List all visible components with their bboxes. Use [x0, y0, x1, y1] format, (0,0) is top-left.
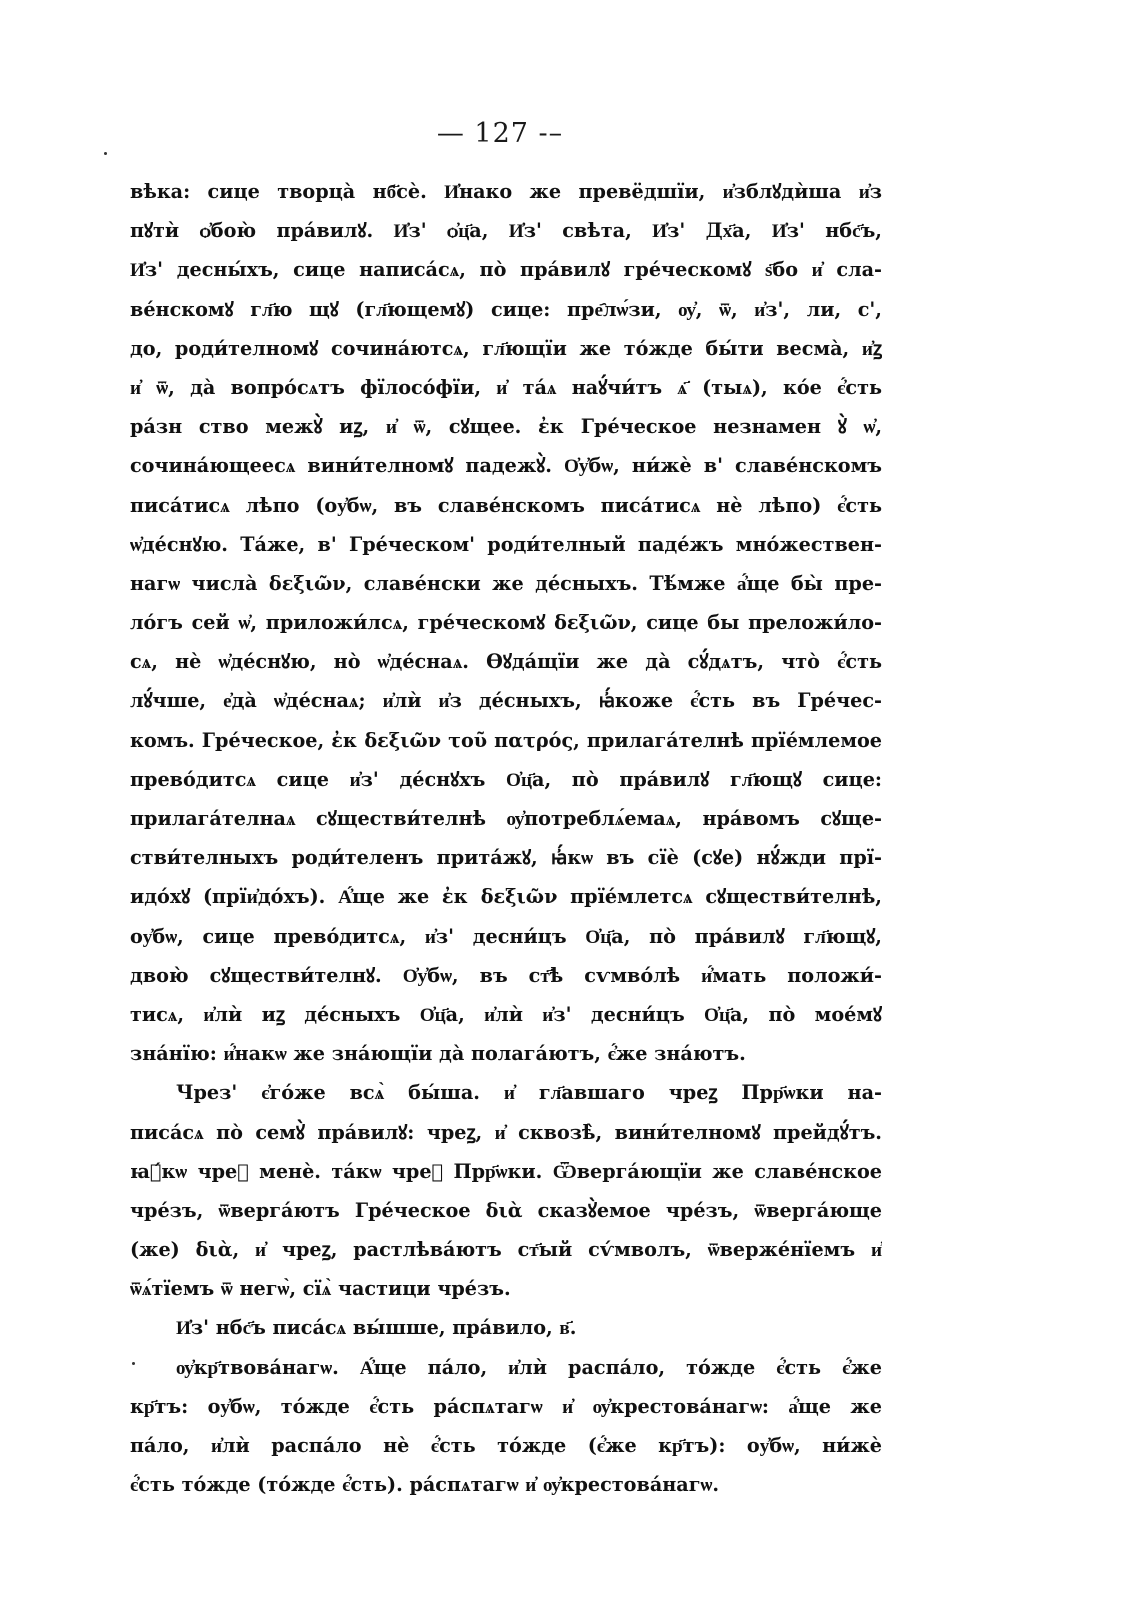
body-text [130, 172, 882, 1504]
text-line: ѡ҆де́снꙋю. Та́же, в' Гре́ческом' роди́телный паде́жъ мно́жествен- [130, 532, 882, 556]
paragraph-2 [130, 1073, 882, 1308]
text-line: комъ. Гре́ческое, ἐκ δεξιῶν τοῦ πατρός, прилага́телнѣ прїе́млемое [130, 728, 882, 752]
text-line: Чрез' є҆го́же всѧ̀ бы́ша. и҆ гл҃авшаго чреꙁ Прр҃ѡки на- [176, 1081, 882, 1105]
text-line: прилага́телнаѧ сꙋществи́телнѣ ѹ҆потреблѧ́емаѧ, нра́вомъ сꙋще- [130, 807, 882, 830]
text-line: писа́тисѧ лѣпо (оу҆бѡ, въ славе́нскомъ писа́тисѧ нѐ лѣпо) є҆́сть [130, 493, 882, 517]
text-line: стви́телныхъ роди́теленъ прита́жꙋ, ꙗ҆́кѡ въ сїѐ (сꙋе) нꙋ́жди прї- [130, 846, 882, 870]
text-line: ѿѧ́тїемъ ѿ негѡ̀, сїѧ̀ частици чре́зъ. [130, 1277, 511, 1301]
text-line: ло́гъ сей ѡ҆, приложи́лсѧ, гре́ческомꙋ δεξιῶν, сице бы преложи́ло- [130, 611, 882, 635]
text-line: И҆з' нбс҃ъ писа́сѧ вы́шше, пра́вило, в҃. [176, 1316, 577, 1340]
text-line: лꙋ́чше, е҆да̀ ѡ҆де́снаѧ; и҆лѝ и҆з де́сныхъ, ꙗ҆́коже є҆́сть въ Гре́чес- [130, 689, 882, 713]
text-line: и҆ ѿ, да̀ вопро́сѧтъ фїлосо́фїи, и҆ та́ѧ наꙋ́чи́тъ ѧ҃ (тыѧ), ко́е є҆́сть [130, 375, 882, 399]
paragraph-4 [130, 1348, 882, 1505]
text-line: ра́зн ство межꙋ̀ иꙁ, и҆ ѿ, сꙋщее. ἐκ Гре́ческое незнамен ꙋ̀ ѡ҆, [130, 415, 882, 439]
text-line: вѣка: сице творца̀ нб҃сѐ. И҆нако же превёдшїи, и҆зблꙋдѝша и҆з [130, 180, 882, 203]
page-number: — 127 -– [436, 118, 564, 149]
text-line: зна́нїю: и҆́накѡ же зна́ющїи да̀ полага́ютъ, є҆́же зна́ютъ. [130, 1042, 746, 1066]
text-line: сѧ, нѐ ѡ҆де́снꙋю, но̀ ѡ҆де́снаѧ. Ѳꙋда́щїи же да̀ сꙋ́дѧтъ, что̀ є҆́сть [130, 650, 882, 674]
text-line: ве́нскомꙋ гл҃ю щꙋ (гл҃ющемꙋ) сице: пре҄лѡ́зи, ѹ҆, ѿ, и҆з', ли, с', [130, 297, 882, 321]
paragraph-1 [130, 172, 882, 1073]
text-line: чре́зъ, ѿверга́ютъ Гре́ческое διὰ сказꙋ̀емое чре́зъ, ѿверга́юще [130, 1198, 882, 1222]
text-line: кр҃тъ: оу҆бѡ, то́жде є҆́сть ра́спѧтагѡ и҆ ѹ҆крестова́нагѡ: а҆́ще же [130, 1394, 882, 1418]
scan-speck [104, 152, 107, 155]
text-line: пꙋтѝ ѻ҆бою̀ пра́вилꙋ. И҆з' ѻ҆ц҃а, И҆з' свѣта, И҆з' Дх҃а, И҆з' нбс҃ъ, [130, 219, 882, 243]
text-line: двою̀ сꙋществи́телнꙋ. О҆у҆бѡ, въ ст҃ѣ сѵмво́лѣ и҆́мать положи́- [130, 963, 882, 987]
paragraph-3 [130, 1308, 882, 1347]
text-line: тисѧ, и҆лѝ иꙁ де́сныхъ О҆ц҃а, и҆лѝ и҆з' десни́цъ О҆ц҃а, по̀ мое́мꙋ [130, 1002, 882, 1026]
text-line: па́ло, и҆лѝ распа́ло нѐ є҆́сть то́жде (є҆́же кр҃тъ): оу҆бѡ, ни́жѐ [130, 1434, 882, 1457]
text-line: (же) διὰ, и҆ чреꙁ, растлѣва́ютъ ст҃ый сѵ́мволъ, ѿверже́нїемъ и҆ [130, 1238, 882, 1262]
text-line: ѹ҆кр҃твова́нагѡ. А҆́ще па́ло, и҆лѝ распа́ло, то́жде є҆́сть є҆́же [176, 1355, 882, 1379]
text-line: И҆з' десны́хъ, сице написа́сѧ, по̀ пра́вилꙋ гре́ческомꙋ ѕ҃бо и҆ сла- [130, 258, 882, 282]
text-line: сочина́ющеесѧ вини́телномꙋ падежꙋ̀. О҆у҆бѡ, ни́жѐ в' славе́нскомъ [130, 454, 882, 478]
text-line: оу҆бѡ, сице прево́дитсѧ, и҆з' десни́цъ О҆ц҃а, по̀ пра́вилꙋ гл҃ющꙋ, [130, 924, 882, 948]
text-line: є҆́сть то́жде (то́жде є҆́сть). ра́спѧтагѡ и҆ ѹ҆крестова́нагѡ. [130, 1473, 720, 1497]
scan-speck [132, 1362, 135, 1365]
text-line: писа́сѧ по̀ семꙋ̀ пра́вилꙋ: чреꙁ, и҆ сквозѣ̀, вини́телномꙋ прейдꙋ́тъ. [130, 1120, 882, 1144]
text-line: ꙗ҆́кѡ чреꙁ менѐ. та́кѡ чреꙁ Прр҃ѡки. Ѿверга́ющїи же славе́нское [130, 1159, 882, 1183]
text-line: нагѡ числа̀ δεξιῶν, славе́нски же де́сныхъ. Тѣ́мже а҆́ще бы̀ пре- [130, 571, 882, 595]
text-line: до, роди́телномꙋ сочина́ютсѧ, гл҃ющїи же то́жде бы́ти весма̀, и҆ꙁ [130, 336, 882, 360]
text-line: идо́хꙋ (прїи҆до́хъ). А҆́ще же ἐκ δεξιῶν прїе́млетсѧ сꙋществи́телнѣ, [130, 885, 882, 909]
text-line: прево́дитсѧ сице и҆з' де́снꙋхъ О҆ц҃а, по̀ пра́вилꙋ гл҃ющꙋ сице: [130, 767, 882, 791]
